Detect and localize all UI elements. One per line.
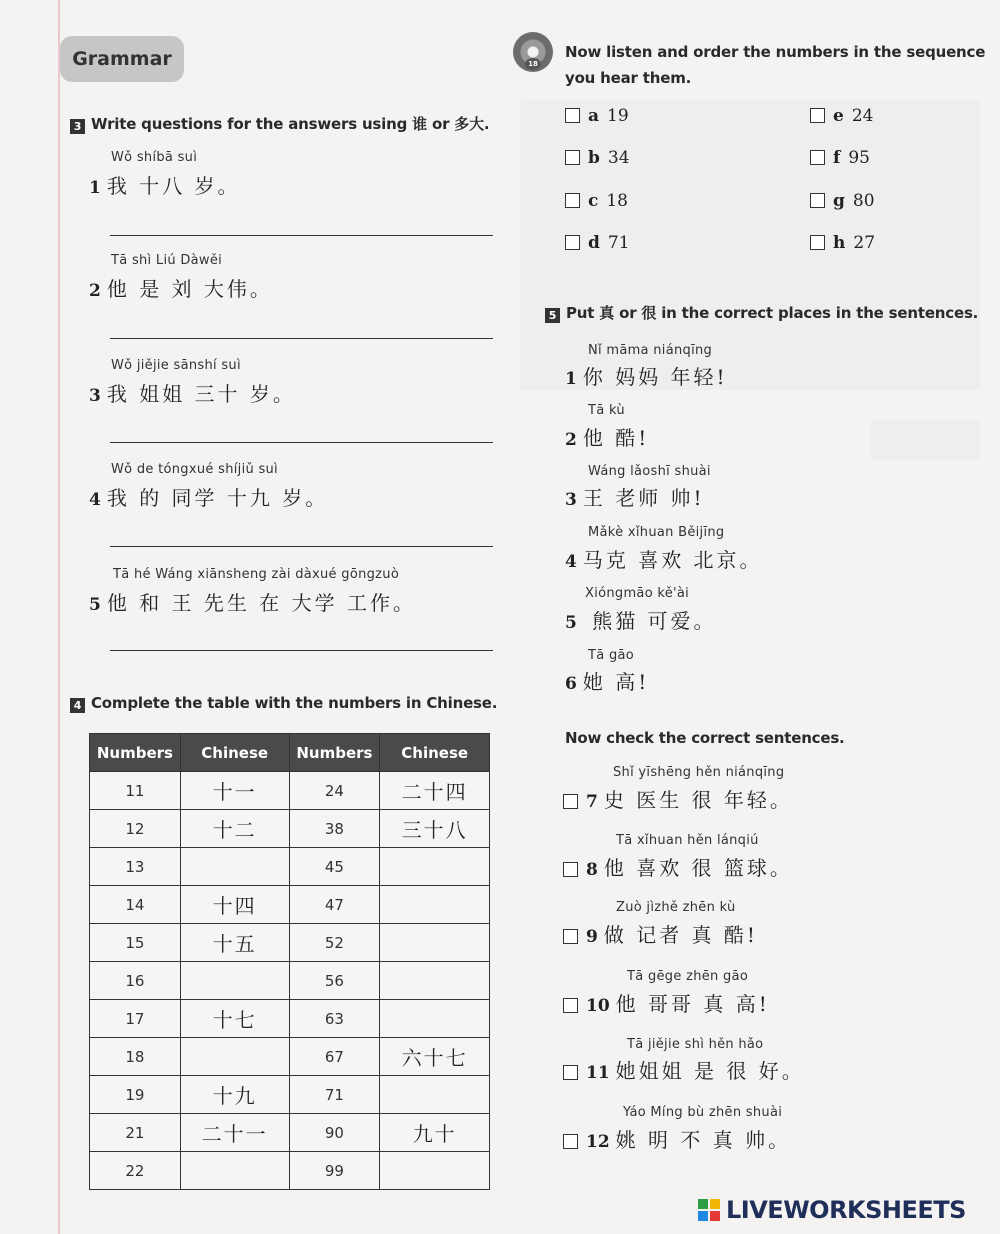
chinese-cell[interactable] <box>180 962 289 1000</box>
check-sentence[interactable] <box>563 988 770 1017</box>
chinese-text: 他 是 刘 大伟。 <box>106 277 273 301</box>
chinese-cell[interactable]: 十四 <box>180 886 289 924</box>
section-3-heading <box>70 113 489 134</box>
table-row <box>90 848 490 886</box>
chinese-cell[interactable]: 二十一 <box>180 1114 289 1152</box>
question-number: 1 <box>89 178 101 198</box>
question-number: 2 <box>565 430 577 450</box>
chinese-cell[interactable] <box>380 1076 490 1114</box>
sentence <box>565 482 705 511</box>
chinese-text: 我 的 同学 十九 岁。 <box>106 486 329 510</box>
listen-option[interactable] <box>810 191 875 211</box>
question-sentence <box>89 170 241 199</box>
option-value: 18 <box>606 191 628 211</box>
question-sentence <box>89 482 328 511</box>
table-row <box>90 810 490 848</box>
table-row <box>90 924 490 962</box>
sentence <box>565 666 649 695</box>
option-letter: c <box>588 191 599 211</box>
chinese-text: 王 老师 帅! <box>582 486 705 510</box>
instruction-line-1: Now listen and order the numbers in the sequence <box>565 43 986 61</box>
table-row <box>90 1038 490 1076</box>
checkbox[interactable] <box>565 193 580 208</box>
question-number: 7 <box>586 792 598 812</box>
section-title: Complete the table with the numbers in Chinese. <box>91 694 498 712</box>
chinese-cell[interactable]: 十一 <box>180 772 289 810</box>
pinyin: Wǒ de tóngxué shíjiǔ suì <box>111 462 278 477</box>
question-number: 4 <box>89 490 101 510</box>
answer-line[interactable] <box>110 546 493 547</box>
sentence <box>565 544 763 573</box>
chinese-cell[interactable]: 九十 <box>380 1114 490 1152</box>
number-cell: 18 <box>90 1038 181 1076</box>
column-header: Numbers <box>90 734 181 772</box>
chinese-cell[interactable] <box>180 1152 289 1190</box>
option-value: 34 <box>607 148 630 168</box>
number-cell: 11 <box>90 772 181 810</box>
numbers-table <box>89 733 490 1190</box>
option-value: 71 <box>607 233 630 253</box>
bleed-through-panel <box>870 420 980 460</box>
listen-option[interactable] <box>810 148 870 168</box>
number-cell: 47 <box>289 886 380 924</box>
pinyin: Mǎkè xǐhuan Běijīng <box>588 525 725 540</box>
chinese-cell[interactable]: 十九 <box>180 1076 289 1114</box>
chinese-text: 他 酷! <box>582 426 650 450</box>
table-row <box>90 1076 490 1114</box>
track-number: 18 <box>525 58 541 70</box>
checkbox[interactable] <box>563 1065 578 1080</box>
checkbox[interactable] <box>565 235 580 250</box>
question-number: 12 <box>586 1132 610 1152</box>
option-value: 24 <box>851 106 874 126</box>
chinese-text: 他 喜欢 很 篮球。 <box>603 856 793 880</box>
number-cell: 99 <box>289 1152 380 1190</box>
logo-grid-icon <box>698 1199 720 1221</box>
table-row <box>90 886 490 924</box>
chinese-cell[interactable]: 十二 <box>180 810 289 848</box>
pinyin: Wǒ shíbā suì <box>111 150 198 165</box>
chinese-text: 他 和 王 先生 在 大学 工作。 <box>106 591 416 615</box>
table-header-row <box>90 734 490 772</box>
pinyin: Wáng lǎoshī shuài <box>588 464 711 479</box>
chinese-cell[interactable] <box>380 1000 490 1038</box>
question-number: 5 <box>89 595 101 615</box>
table-row <box>90 962 490 1000</box>
chinese-cell[interactable]: 十七 <box>180 1000 289 1038</box>
question-sentence <box>89 273 273 302</box>
pinyin: Nǐ māma niánqīng <box>588 343 713 358</box>
chinese-cell[interactable] <box>380 848 490 886</box>
section-title: Put 真 or 很 in the correct places in the sentences. <box>566 304 979 322</box>
pinyin: Zuò jìzhě zhēn kù <box>616 900 736 915</box>
chinese-cell[interactable] <box>380 1152 490 1190</box>
grammar-tab: Grammar <box>60 36 184 82</box>
number-cell: 14 <box>90 886 181 924</box>
listen-option[interactable] <box>565 148 630 168</box>
pinyin: Tā gāo <box>588 648 635 663</box>
listen-option[interactable] <box>810 106 873 126</box>
option-value: 95 <box>848 148 870 168</box>
pinyin: Tā jiějie shì hěn hǎo <box>627 1037 764 1052</box>
logo-square <box>710 1211 720 1221</box>
chinese-cell[interactable] <box>380 962 490 1000</box>
pinyin: Tā gēge zhēn gāo <box>627 969 749 984</box>
sentence <box>565 422 649 451</box>
option-letter: g <box>833 191 845 211</box>
listen-option[interactable] <box>565 233 630 253</box>
chinese-text: 她 高! <box>582 670 650 694</box>
number-cell: 22 <box>90 1152 181 1190</box>
number-cell: 24 <box>289 772 380 810</box>
listen-instruction <box>565 39 985 91</box>
chinese-text: 做 记者 真 酷! <box>603 923 758 947</box>
question-number: 6 <box>565 674 577 694</box>
option-value: 80 <box>852 191 875 211</box>
option-letter: d <box>588 233 600 253</box>
option-letter: h <box>833 233 846 253</box>
option-letter: a <box>588 106 600 126</box>
section-number: 3 <box>70 119 85 134</box>
pinyin: Yáo Míng bù zhēn shuài <box>623 1105 783 1120</box>
option-letter: e <box>833 106 844 126</box>
checkbox[interactable] <box>810 108 825 123</box>
table-row <box>90 1000 490 1038</box>
column-header: Chinese <box>180 734 289 772</box>
checkbox[interactable] <box>563 1134 578 1149</box>
number-cell: 67 <box>289 1038 380 1076</box>
answer-line[interactable] <box>110 650 493 651</box>
number-cell: 17 <box>90 1000 181 1038</box>
page-edge <box>58 0 60 1234</box>
checkbox[interactable] <box>810 150 825 165</box>
chinese-cell[interactable] <box>180 1038 289 1076</box>
checkbox[interactable] <box>563 929 578 944</box>
question-sentence <box>89 587 416 616</box>
number-cell: 12 <box>90 810 181 848</box>
check-sentences-heading: Now check the correct sentences. <box>565 729 845 747</box>
chinese-cell[interactable]: 十五 <box>180 924 289 962</box>
logo-square <box>710 1199 720 1209</box>
option-value: 19 <box>607 106 629 126</box>
pinyin: Tā xǐhuan hěn lánqiú <box>616 833 759 848</box>
number-cell: 15 <box>90 924 181 962</box>
check-sentence[interactable] <box>563 1124 791 1153</box>
pinyin: Tā kù <box>588 403 625 418</box>
section-number: 4 <box>70 698 85 713</box>
sentence <box>565 361 728 390</box>
chinese-text: 马克 喜欢 北京。 <box>582 548 763 572</box>
section-number: 5 <box>545 308 560 323</box>
number-cell: 90 <box>289 1114 380 1152</box>
question-number: 4 <box>565 552 577 572</box>
chinese-cell[interactable] <box>380 924 490 962</box>
pinyin: Tā shì Liú Dàwěi <box>111 253 223 268</box>
number-cell: 45 <box>289 848 380 886</box>
liveworksheets-logo <box>698 1196 966 1224</box>
table-row <box>90 772 490 810</box>
checkbox[interactable] <box>565 108 580 123</box>
number-cell: 21 <box>90 1114 181 1152</box>
question-number: 5 <box>565 613 577 633</box>
number-cell: 52 <box>289 924 380 962</box>
chinese-text: 你 妈妈 年轻! <box>582 365 728 389</box>
answer-line[interactable] <box>110 442 493 443</box>
chinese-text: 她姐姐 是 很 好。 <box>615 1059 805 1083</box>
check-sentence[interactable] <box>563 919 758 948</box>
chinese-cell[interactable]: 三十八 <box>380 810 490 848</box>
logo-square <box>698 1211 708 1221</box>
number-cell: 13 <box>90 848 181 886</box>
question-number: 1 <box>565 369 577 389</box>
question-sentence <box>89 378 296 407</box>
pinyin: Tā hé Wáng xiānsheng zài dàxué gōngzuò <box>113 567 400 582</box>
checkbox[interactable] <box>563 794 578 809</box>
check-sentence[interactable] <box>563 852 793 881</box>
question-number: 3 <box>565 490 577 510</box>
chinese-text: 史 医生 很 年轻。 <box>603 788 793 812</box>
option-letter: f <box>833 148 841 168</box>
checkbox[interactable] <box>563 998 578 1013</box>
logo-square <box>698 1199 708 1209</box>
chinese-cell[interactable] <box>180 848 289 886</box>
chinese-cell[interactable] <box>380 886 490 924</box>
sentence <box>565 605 717 634</box>
question-number: 8 <box>586 860 598 880</box>
checkbox[interactable] <box>565 150 580 165</box>
checkbox[interactable] <box>810 235 825 250</box>
pinyin: Wǒ jiějie sānshí suì <box>111 358 241 373</box>
number-cell: 56 <box>289 962 380 1000</box>
pinyin: Shǐ yīshēng hěn niánqīng <box>613 765 785 780</box>
checkbox[interactable] <box>810 193 825 208</box>
table-row <box>90 1114 490 1152</box>
chinese-text: 他 哥哥 真 高! <box>615 992 770 1016</box>
number-cell: 63 <box>289 1000 380 1038</box>
number-cell: 71 <box>289 1076 380 1114</box>
chinese-text: 我 十八 岁。 <box>106 174 241 198</box>
column-header: Numbers <box>289 734 380 772</box>
listen-option[interactable] <box>810 233 875 253</box>
listen-option[interactable] <box>565 106 629 126</box>
chinese-text: 姚 明 不 真 帅。 <box>615 1128 792 1152</box>
question-number: 11 <box>586 1063 610 1083</box>
instruction-line-2: you hear them. <box>565 69 692 87</box>
chinese-text: 熊猫 可爱。 <box>582 609 717 633</box>
option-value: 27 <box>853 233 876 253</box>
question-number: 10 <box>586 996 610 1016</box>
section-title: Write questions for the answers using 谁 or 多大. <box>91 115 490 133</box>
checkbox[interactable] <box>563 862 578 877</box>
number-cell: 16 <box>90 962 181 1000</box>
chinese-cell[interactable]: 六十七 <box>380 1038 490 1076</box>
question-number: 3 <box>89 386 101 406</box>
number-cell: 38 <box>289 810 380 848</box>
check-sentence[interactable] <box>563 784 793 813</box>
number-cell: 19 <box>90 1076 181 1114</box>
question-number: 2 <box>89 281 101 301</box>
answer-line[interactable] <box>110 235 493 236</box>
pinyin: Xióngmāo kě'ài <box>585 586 690 601</box>
listen-option[interactable] <box>565 191 628 211</box>
brand-name: LIVEWORKSHEETS <box>726 1196 966 1224</box>
check-sentence[interactable] <box>563 1055 805 1084</box>
section-5-heading <box>545 302 978 323</box>
option-letter: b <box>588 148 600 168</box>
chinese-text: 我 姐姐 三十 岁。 <box>106 382 296 406</box>
table-row <box>90 1152 490 1190</box>
chinese-cell[interactable]: 二十四 <box>380 772 490 810</box>
answer-line[interactable] <box>110 338 493 339</box>
question-number: 9 <box>586 927 598 947</box>
section-4-heading <box>70 694 497 713</box>
column-header: Chinese <box>380 734 490 772</box>
